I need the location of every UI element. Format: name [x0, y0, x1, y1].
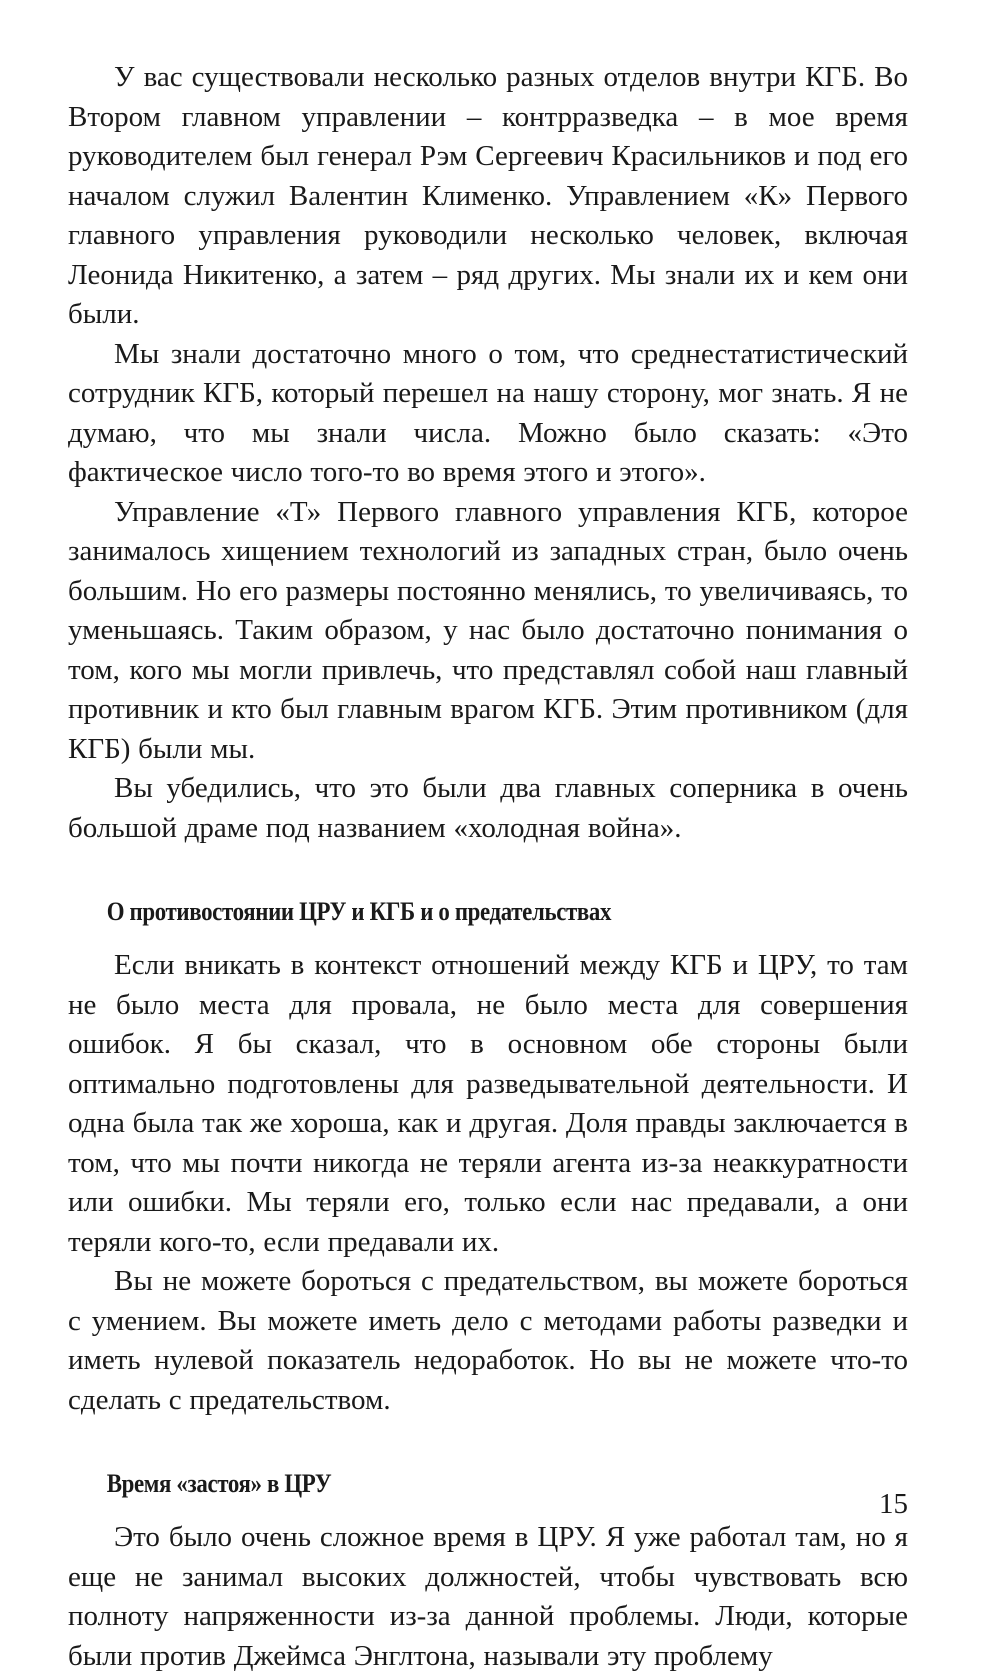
paragraph-directorate-t: Управление «Т» Первого главного управления КГБ, которое занималось хищением технологий из западных стран, было очень большим. Но его размеры постоянно менялись, то увеличиваясь, то уменьшаясь. Таким образом, у нас было достаточно понимания о том, кого мы могли привлечь, что представлял собой наш главный противник и кто был главным врагом КГБ. Этим противником (для КГБ) были мы.: [68, 495, 908, 765]
paragraph-betrayal: Вы не можете бороться с предательством, вы можете бороться с умением. Вы можете иметь дело с методами работы разведки и иметь нулевой показатель недоработок. Но вы не можете что-то сделать с предательством.: [68, 1265, 908, 1416]
paragraph-defector-knowledge: Мы знали достаточно много о том, что среднестатистический сотрудник КГБ, который перешел на нашу сторону, мог знать. Я не думаю, что мы знали числа. Можно было сказать: «Это фактическое число того-то во время этого и этого».: [68, 337, 908, 488]
section-heading-stagnation: Время «застоя» в ЦРУ: [106, 1469, 332, 1498]
section-heading-confrontation: О противостоянии ЦРУ и КГБ и о предательствах: [106, 897, 612, 926]
paragraph-kgb-departments: У вас существовали несколько разных отделов внутри КГБ. Во Втором главном управлении – контрразведка – в мое время руководителем был генерал Рэм Сергеевич Красильников и под его началом служил Валентин Клименко. Управлением «К» Первого главного управления руководили несколько человек, включая Леонида Никитенко, а затем – ряд других. Мы знали их и кем они были.: [68, 61, 908, 330]
page-number: 15: [879, 1488, 908, 1520]
paragraph-no-room-for-failure: Если вникать в контекст отношений между КГБ и ЦРУ, то там не было места для провала, не было места для совершения ошибок. Я бы сказал, что в основном обе стороны были оптимально подготовлены для разведывательной деятельности. И одна была так же хороша, как и другая. Доля правды заключается в том, что мы почти никогда не теряли агента из-за неаккуратности или ошибки. Мы теряли его, только если нас предавали, а они теряли кого-то, если предавали их.: [68, 949, 908, 1258]
paragraph-cold-war-rivals: Вы убедились, что это были два главных соперника в очень большой драме под названием «холодная война».: [68, 772, 908, 844]
paragraph-difficult-time: Это было очень сложное время в ЦРУ. Я уже работал там, но я еще не занимал высоких должностей, чтобы чувствовать всю полноту напряженности из-за данной проблемы. Люди, которые были против Джеймса Энглтона, называли эту проблему: [68, 1521, 908, 1672]
page-body: [68, 58, 908, 1676]
